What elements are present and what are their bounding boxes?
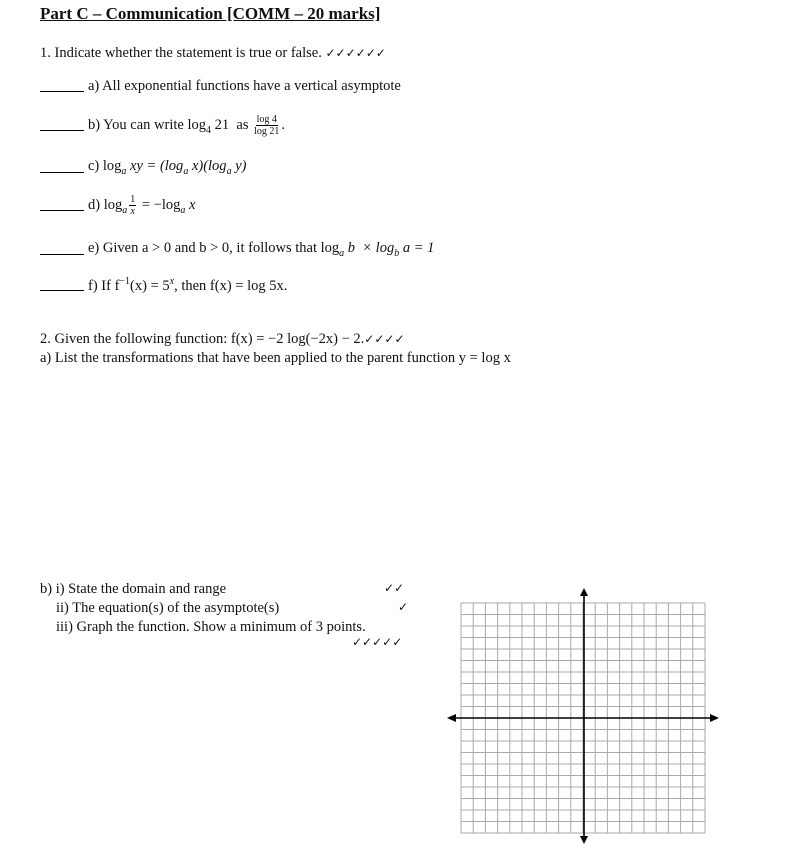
statement-d-base: a [122, 204, 128, 216]
question-2-text: 2. Given the following function: f(x) = −2 log(−2x) − 2. [40, 331, 365, 347]
statement-d-fraction [129, 194, 136, 217]
statement-c-row [40, 158, 246, 177]
answer-blank-c[interactable] [40, 162, 84, 173]
question-1-text: 1. Indicate whether the statement is true or false. [40, 45, 322, 61]
graph-grid[interactable] [447, 588, 725, 849]
statement-d-x: x [185, 196, 196, 213]
statement-b-fraction [254, 114, 279, 137]
statement-e-mid: b × log [344, 240, 395, 256]
answer-blank-e[interactable] [40, 244, 84, 255]
statement-f [88, 276, 287, 295]
statement-d-rest: = −log [138, 196, 181, 213]
question-2b-iii-marks: ✓✓✓✓✓ [352, 635, 403, 649]
statement-f-mid: (x) = 5 [130, 278, 170, 294]
question-2b-i: b) i) State the domain and range [40, 581, 227, 597]
y-axis-arrow-down [580, 836, 588, 844]
statement-e-base: a [339, 248, 345, 259]
statement-c-base2: a [183, 166, 189, 177]
statement-f-sup: −1 [119, 276, 131, 287]
statement-f-sup2: x [169, 276, 175, 287]
statement-c-base: a [121, 166, 127, 177]
question-2-stem [40, 331, 405, 348]
statement-d-row [40, 194, 195, 217]
statement-b-numerator: log 4 [256, 114, 277, 125]
statement-c-rest2: x)(log [188, 158, 227, 174]
statement-b-arg: 21 as [211, 116, 253, 133]
statement-b-row [40, 114, 285, 137]
statement-c-rest3: y) [231, 158, 247, 174]
statement-d-label: d) log [88, 196, 123, 213]
question-2a: a) List the transformations that have been applied to the parent function y = log x [40, 350, 511, 366]
question-1-stem [40, 45, 386, 62]
statement-f-row [40, 276, 287, 295]
statement-c-rest: xy = (log [126, 158, 184, 174]
statement-a-row [40, 78, 401, 95]
statement-b-end: . [281, 116, 286, 133]
statement-f-end: , then f(x) = log 5x. [174, 278, 288, 294]
grid-svg[interactable] [447, 588, 725, 844]
statement-b-base: 4 [206, 124, 212, 136]
statement-c-base3: a [226, 166, 232, 177]
page-title: Part C – Communication [COMM – 20 marks] [40, 4, 381, 23]
x-axis-arrow-left [447, 714, 456, 722]
x-axis-arrow-right [710, 714, 719, 722]
statement-d-denominator: x [130, 206, 135, 217]
statement-b-denominator: log 21 [254, 126, 280, 137]
answer-blank-b[interactable] [40, 120, 84, 131]
question-1-marks: ✓✓✓✓✓✓ [325, 46, 386, 60]
answer-blank-a[interactable] [40, 81, 84, 92]
statement-c-log: log [102, 158, 122, 174]
answer-blank-f[interactable] [40, 280, 84, 291]
statement-e [88, 240, 434, 259]
statement-b-prefix: b) You can write log [88, 116, 207, 133]
statement-d [88, 194, 195, 217]
statement-e-text: e) Given a > 0 and b > 0, it follows that log [88, 240, 340, 256]
statement-c [88, 158, 246, 177]
statement-b [88, 114, 285, 137]
statement-a: a) All exponential functions have a vertical asymptote [88, 78, 401, 94]
statement-d-base2: a [180, 204, 186, 216]
statement-e-end: a = 1 [399, 240, 435, 256]
question-2-marks: ✓✓✓✓ [364, 332, 405, 346]
statement-e-row [40, 240, 434, 259]
statement-d-numerator: 1 [130, 194, 136, 205]
statement-e-base2: b [394, 248, 400, 259]
question-2b-ii-marks: ✓ [398, 600, 409, 614]
y-axis-arrow-up [580, 588, 588, 596]
question-2b-i-marks: ✓✓ [384, 581, 405, 595]
question-2b-iii: iii) Graph the function. Show a minimum of 3 points. [56, 619, 366, 635]
answer-blank-d[interactable] [40, 200, 84, 211]
statement-c-label: c) [88, 158, 103, 174]
statement-f-text: f) If f [88, 278, 120, 294]
question-2b-ii: ii) The equation(s) of the asymptote(s) [56, 600, 280, 616]
